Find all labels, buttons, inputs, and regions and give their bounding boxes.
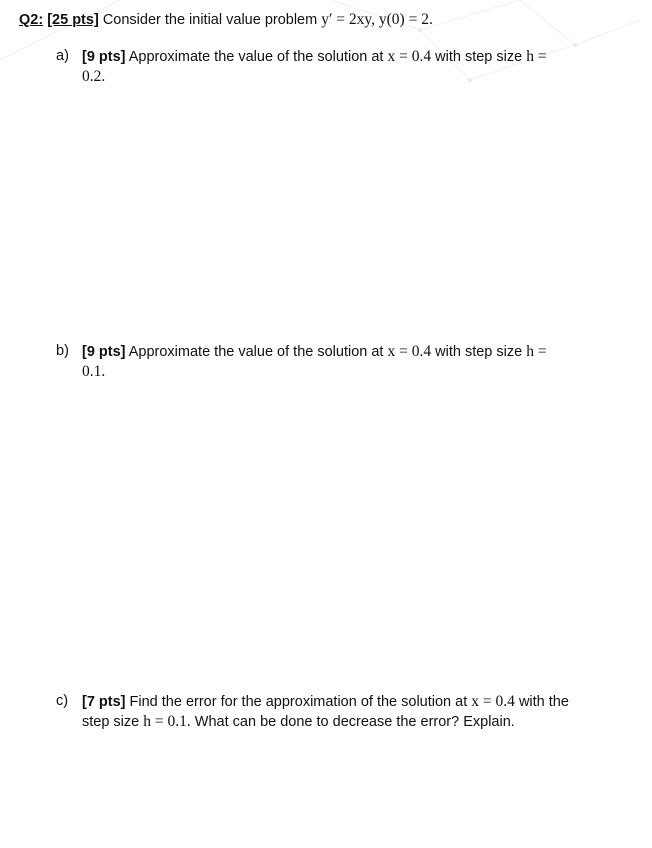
part-a-text: Approximate the value of the solution at (128, 49, 384, 65)
part-a-mid: with step size (435, 49, 523, 65)
part-a-points: [9 pts] (82, 49, 126, 65)
part-a-body (82, 47, 626, 86)
part-c-x-value: x = 0.4 (471, 693, 515, 710)
part-c-points: [7 pts] (82, 694, 126, 710)
part-a-step-value: 0.2. (82, 68, 106, 85)
part-c-end: with the (518, 694, 569, 710)
part-c-line-2 (82, 712, 626, 732)
part-c-line-1 (82, 692, 626, 712)
part-c-step-label: step size (82, 714, 140, 730)
part-b-letter: b) (56, 343, 69, 359)
part-c-question: What can be done to decrease the error? Explain. (194, 714, 515, 730)
part-a-x-value: x = 0.4 (387, 48, 432, 65)
part-b-x-value: x = 0.4 (387, 343, 432, 360)
question-points: [25 pts] (47, 12, 99, 28)
part-b-points: [9 pts] (82, 344, 126, 360)
part-b-text: Approximate the value of the solution at (128, 344, 384, 360)
watermark-line (575, 20, 640, 45)
part-b-line-1 (82, 342, 626, 362)
part-b-mid: with step size (435, 344, 523, 360)
part-c-body (82, 692, 626, 732)
watermark-line (420, 0, 520, 30)
part-c-text: Find the error for the approximation of the solution at (129, 694, 468, 710)
part-b-step-value: 0.1. (82, 363, 106, 380)
part-c-letter: c) (56, 693, 69, 709)
question-equation: y′ = 2xy, y(0) = 2. (321, 11, 433, 28)
part-a-h-label: h = (526, 48, 547, 65)
part-b-body (82, 342, 626, 381)
part-b-h-label: h = (526, 343, 547, 360)
question-header (19, 11, 433, 29)
question-number: Q2: (19, 12, 44, 28)
part-c-step-value: h = 0.1. (143, 713, 191, 730)
question-prompt: Consider the initial value problem (102, 12, 318, 28)
part-a-letter: a) (56, 48, 69, 64)
part-a-line-1 (82, 47, 626, 67)
watermark-line (520, 0, 575, 45)
